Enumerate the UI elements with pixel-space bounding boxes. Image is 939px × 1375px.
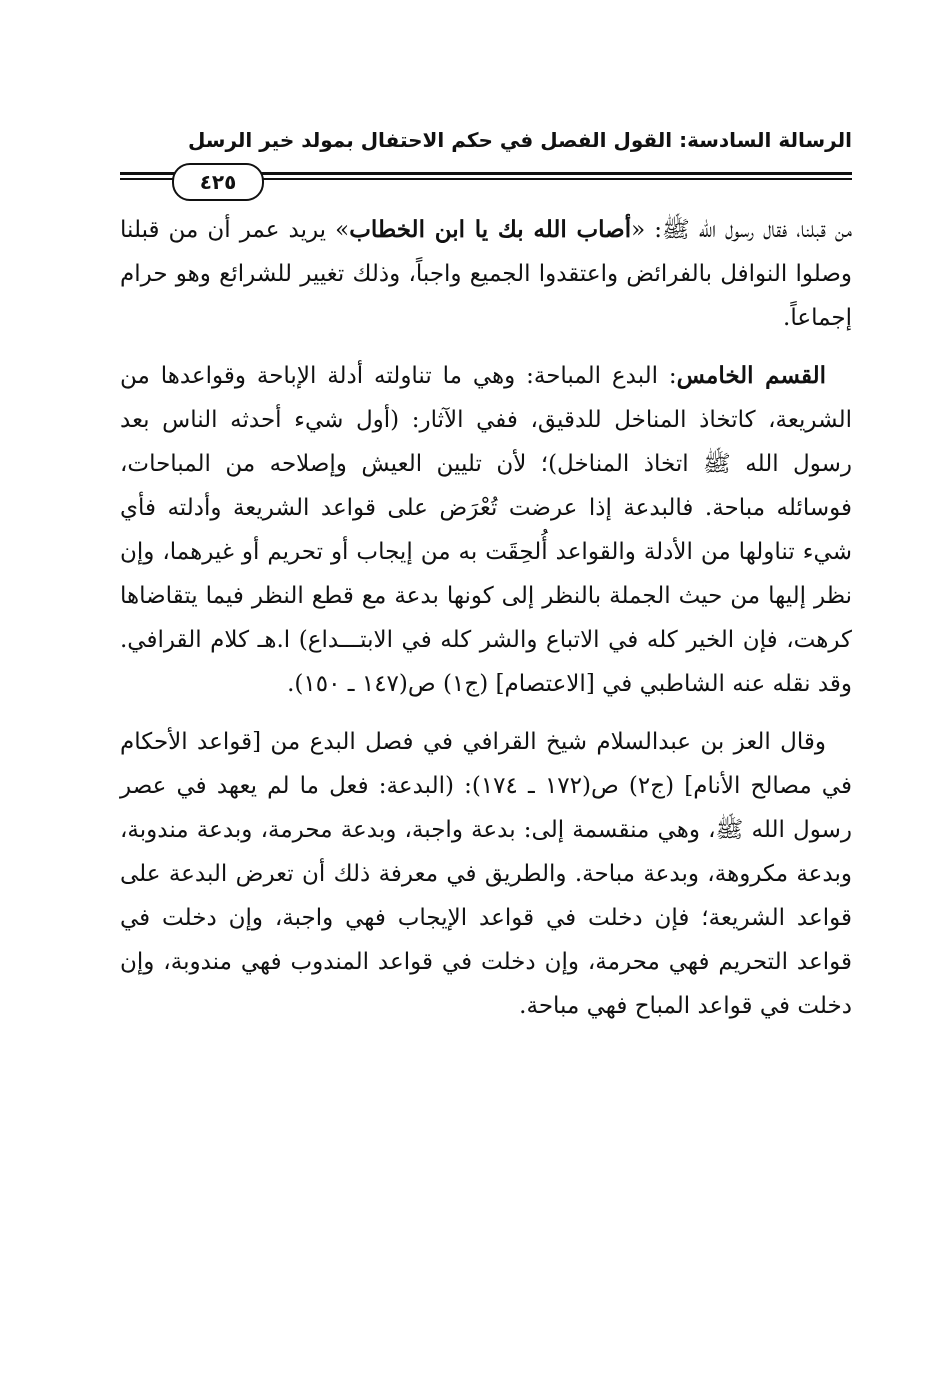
paragraph-1-text-a: من قبلنا، فقال رسول الله ﷺ: «	[631, 217, 853, 243]
paragraph-3-text: وقال العز بن عبدالسلام شيخ القرافي في فصل البدع من [قواعد الأحكام في مصالح الأنام] (ج٢) ص(١٧٢ ـ ١٧٤): (البدعة: فعل ما لم يعهد في عصر رسول الله ﷺ، وهي منقسمة إلى: بدعة واجبة، وبدعة محرمة، وبدعة مندوبة، وبدعة مكروهة، وبدعة مباحة. والطريق في معرفة ذلك أن تعرض البدعة على قواعد الشريعة؛ فإن دخلت في قواعد الإيجاب فهي واجبة، وإن دخلت في قواعد التحريم فهي محرمة، وإن دخلت في قواعد المندوب فهي مندوبة، وإن دخلت في قواعد المباح فهي مباحة.	[120, 729, 852, 1019]
paragraph-2-text: : البدع المباحة: وهي ما تناولته أدلة الإباحة وقواعدها من الشريعة، كاتخاذ المناخل للدقيق، ففي الآثار: (أول شيء أحدثه الناس بعد رسول الله ﷺ اتخاذ المناخل)؛ لأن تليين العيش وإصلاحه من المباحات، فوسائله مباحة. فالبدعة إذا عرضت تُعْرَض على قواعد الشريعة وأدلته فأي شيء تناولها من الأدلة والقواعد أُلحِقَت به من إيجاب أو تحريم أو غيرهما، وإن نظر إليها من حيث الجملة بالنظر إلى كونها بدعة مع قطع النظر فيما يتقاضاها كرهت، فإن الخير كله في الاتباع والشر كله في الابتـــداع) ا.هـ كلام القرافي. وقد نقله عنه الشاطبي في [الاعتصام] (ج١) ص(١٤٧ ـ ١٥٠).	[120, 363, 852, 697]
running-header: الرسالة السادسة: القول الفصل في حكم الاحتفال بمولد خير الرسل	[187, 128, 852, 152]
paragraph-2-heading: القسم الخامس	[676, 362, 826, 389]
paragraph-2	[120, 354, 852, 706]
paragraph-1-text-b: » يريد عمر أن من قبلنا وصلوا النوافل بالفرائض واعتقدوا الجميع واجباً، وذلك تغيير للشرائع وهو حرام إجماعاً.	[120, 217, 852, 331]
paragraph-3	[120, 720, 852, 1028]
page-number: ٤٢٥	[172, 163, 264, 201]
paragraph-1-quote: أصاب الله بك يا ابن الخطاب	[349, 216, 632, 243]
paragraph-1	[120, 208, 852, 340]
body-text	[120, 208, 852, 1028]
